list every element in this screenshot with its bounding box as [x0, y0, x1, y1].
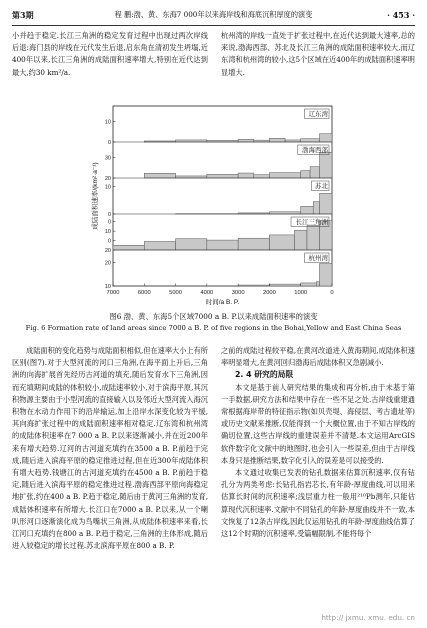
bar	[176, 239, 207, 250]
x-tick-label: 5000	[169, 290, 183, 296]
paragraph: 杭州湾的岸线一直处于扩张过程中,在近代达到最大速率,总的来说,渤海西部、苏北及长江三角洲的成陆面积速率较大,而辽东湾和杭州湾的较小,这5个区域在近400年的成陆面积速率明显增大.	[221, 31, 415, 77]
bar	[301, 206, 314, 214]
y-tick-label: 0	[107, 219, 111, 226]
x-tick-label: 2000	[262, 290, 276, 296]
section-heading: 2. 4 研究的局限	[235, 370, 294, 380]
bar	[319, 134, 332, 142]
bar	[238, 238, 269, 250]
header-rule	[12, 25, 415, 26]
y-tick-label: 10	[104, 229, 111, 236]
bar	[310, 167, 319, 178]
bar	[307, 225, 320, 250]
x-tick-label: 0	[330, 290, 334, 296]
watermark: http:// jxmu. xmu. edu. cn	[321, 613, 415, 622]
series-label: 渤海西部	[302, 147, 328, 154]
bar	[285, 140, 301, 142]
series-label: 辽东湾	[308, 111, 328, 118]
bar	[313, 202, 319, 214]
series-label: 苏北	[315, 183, 328, 190]
paragraph: 成陆面积的变化趋势与成陆面积相似,但在速率大小上有所区别(图7).对于大型河流的河口三角洲,在海平面上升后,三角洲的向海扩展首先经历古河道的填充,随后发育水下三角洲,因而充填期间成陆的体积较小,成陆速率较小,对于滨海平原,其沉积物源主要由于小型河流的直接输入以及邻近大型河流入海沉积物在水动力作用下的沿岸输运,加上沿岸水深变化较为平缓,其向海扩张过程中的成陆面积速率相对稳定.辽东湾和杭州湾的成陆体积速率在7 000 a B. P.以来逐渐减小,并在近200年来有增大趋势.辽河的古河道充填约在3500 a B. P.前趋于完成,随后进入滨海平原的稳定推进过程,但在近300年成陆体积有增大趋势.钱塘江的古河道充填约在4500 a B. P.前趋于稳定,随后进入滨海平原的稳定推进过程.渤海西部平原向海稳定地扩张,约在400 a B. P.趋于稳定,随后由于黄河三角洲的发育,成陆体积速率有所增大.长江口在7000 a B. P.以来,从一个喇叭形河口逐渐演化成为鸟嘴状三角洲,从成陆体积速率来看,长江河口充填约在800 a B. P.趋于稳定,三角洲的主体形成,随后进入较稳定的增长过程.苏北滨海平原在800 a B. P.	[12, 346, 208, 551]
bar	[294, 230, 307, 250]
bar	[113, 245, 144, 250]
bar	[269, 212, 300, 214]
bar	[144, 242, 175, 250]
series-label: 长江三角洲	[295, 219, 328, 226]
y-tick-label: 0	[107, 212, 111, 218]
y-axis-label: 成陆面积速率/(km²·a⁻¹)	[92, 162, 99, 230]
y-tick-label: 10	[104, 119, 111, 126]
y-tick-label: 20	[104, 176, 111, 182]
bar	[301, 171, 310, 178]
bar	[269, 235, 294, 250]
y-tick-label: 0	[107, 238, 111, 245]
bar	[254, 175, 270, 178]
x-tick-label: 1000	[294, 290, 308, 296]
bar	[301, 139, 320, 142]
issue-number: 第3期	[12, 10, 34, 20]
y-tick-label: 30	[104, 155, 111, 162]
y-tick-label: 10	[104, 284, 111, 290]
top-left-column	[12, 30, 208, 79]
paragraph: 本文通过收集已发表的钻孔数据来估算沉积速率,仅有钻孔分为两类考虑:长钻孔指岩芯长,有年龄-厚度曲线,可以用来估算长时间的沉积速率;浅层重力柱一般用²¹⁰Pb测年,只能估算现代沉积速率.文献中不同钻孔的年龄-厚度曲线并不一致,本文恢复了12条古岸线,因此仅运用钻孔的年龄-厚度曲线估算了这12个时期的沉积速率,受篇幅限制,不能将每个	[221, 468, 415, 539]
bar	[319, 193, 332, 214]
bar	[269, 284, 300, 286]
y-tick-label: 10	[104, 184, 111, 191]
y-tick-label: 0	[107, 140, 111, 146]
running-title: 程 鹏:渤、黄、东海7 000年以来海岸线和海底沉积厚度的演变	[114, 10, 313, 19]
paragraph: 本文是基于前人研究结果的集成和再分析,由于未基于第一手数据,研究方法和结果中存在一些不足之处.古岸线重建通常根据海岸带的特征指示物(如贝壳堤、海侵层、考古遗址等)或历史文献来推断,仅能得到一个大概位置,由于不知古岸线的确切位置,这些古岸线的重建误差并不清楚.本文运用ArcGIS软件数字化文献中的地图时,也会引入一些误差,但由于古岸线本身只是推断结果,数字化引入的误差是可以接受的.	[221, 382, 415, 465]
bottom-right-column	[221, 345, 415, 540]
x-tick-label: 7000	[106, 290, 120, 296]
top-right-column	[221, 30, 415, 79]
bar	[269, 138, 285, 142]
bar	[301, 283, 317, 286]
x-tick-label: 6000	[137, 290, 151, 296]
y-tick-label: 20	[104, 248, 111, 254]
bar	[176, 176, 207, 178]
x-tick-label: 4000	[200, 290, 214, 296]
bar	[238, 173, 254, 178]
x-tick-label: 3000	[231, 290, 245, 296]
bar	[207, 240, 238, 250]
series-label: 杭州湾	[308, 255, 328, 262]
page-number: · 453 ·	[387, 10, 415, 20]
bar	[238, 139, 254, 142]
bar	[176, 140, 207, 142]
bar	[319, 264, 332, 286]
paragraph: 小并趋于稳定.长江三角洲的稳定发育过程中出现过两次岸线后退:海门县的岸线在元代发生后退,启东角在清初发生坍塌,近400年以来,长江三角洲的成陆面积速率增大,特别在近代达到最大,约30 km²/a.	[12, 31, 208, 77]
bar	[144, 173, 175, 178]
bar	[269, 173, 300, 178]
bar	[238, 285, 269, 286]
plot-frame	[113, 106, 332, 286]
figure-caption-en: Fig. 6 Formation rate of land areas since 7000 a B. P. of five regions in the Bohai,Yellow and East China Seas	[25, 324, 402, 332]
bottom-left-column	[12, 345, 208, 552]
paragraph: 之前的成陆过程较平稳,在黄河改道进入黄海期间,成陆体积速率明显增大,在黄河回归渤海后成陆体积又急剧减小.	[221, 346, 415, 368]
figure-caption-cn: 图6 渤、黄、东海5个区域7000 a B. P.以来成陆面积速率的演变	[109, 312, 318, 321]
bar	[319, 152, 332, 178]
running-header	[12, 10, 415, 24]
bar	[207, 174, 238, 178]
figure-6-chart	[0, 98, 427, 308]
y-tick-label: 20	[104, 260, 111, 267]
bar	[316, 282, 319, 286]
x-axis-label: 时间/a B. P.	[205, 299, 240, 306]
